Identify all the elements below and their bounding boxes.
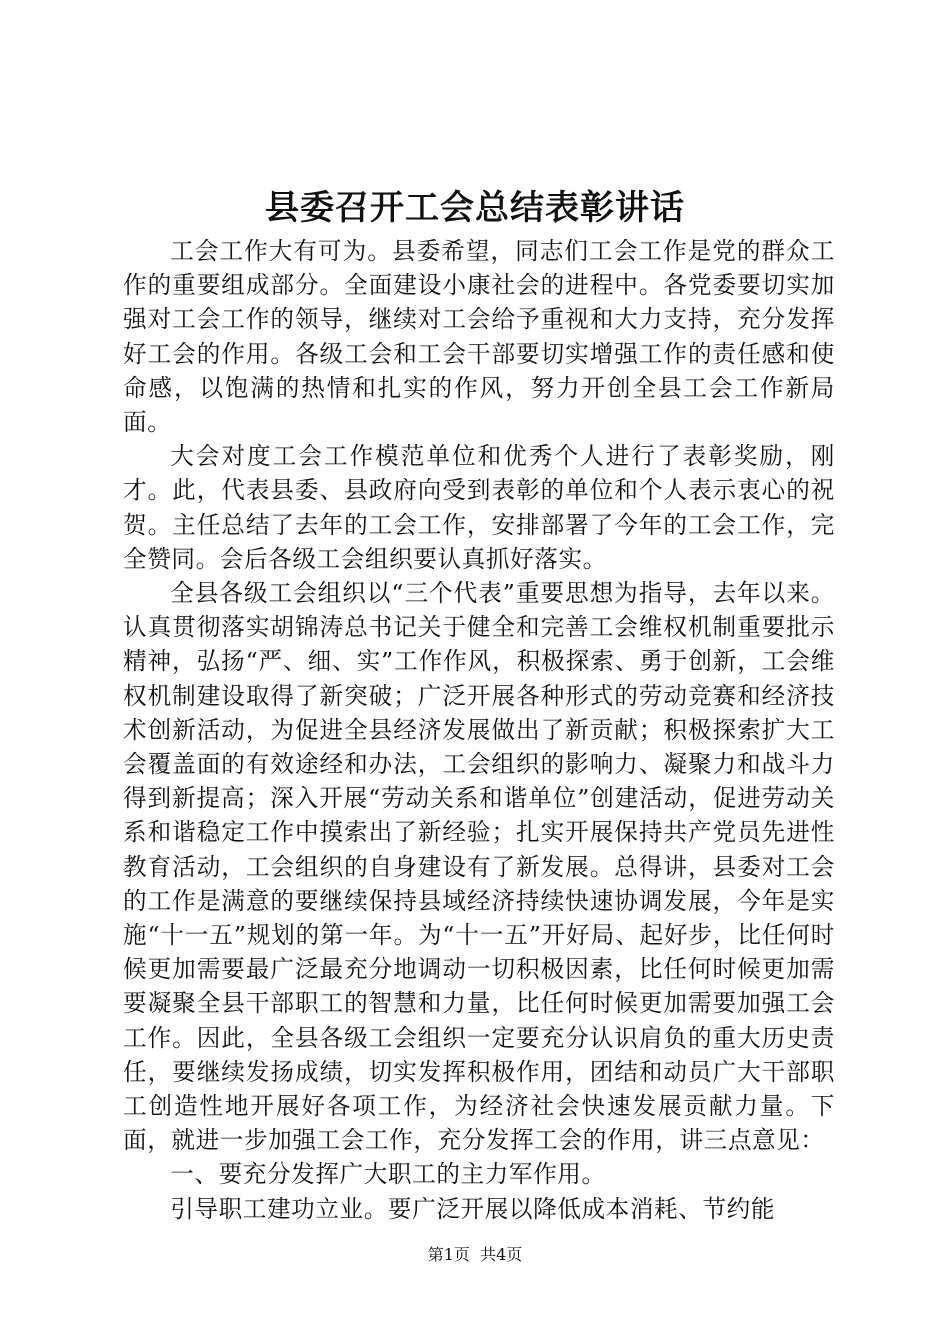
section-heading-1: 一、要充分发挥广大职工的主力军作用。 (170, 1160, 606, 1189)
document-title: 县委召开工会总结表彰讲话 (265, 188, 685, 228)
paragraph-4: 引导职工建功立业。要广泛开展以降低成本消耗、节约能 (170, 1194, 776, 1223)
page-number: 第1页 (427, 1245, 470, 1264)
footer-spacer (470, 1245, 480, 1264)
document-body (123, 234, 835, 1226)
paragraph-2: 大会对度工会工作模范单位和优秀个人进行了表彰奖励，刚才。此，代表县委、县政府向受到表彰的单位和个人表示衷心的祝贺。主任总结了去年的工会工作，安排部署了今年的工会工作，完全赞同。会后各级工会组织要认真抓好落实。 (123, 442, 835, 573)
paragraph-1: 工会工作大有可为。县委希望，同志们工会工作是党的群众工作的重要组成部分。全面建设小康社会的进程中。各党委要切实加强对工会工作的领导，继续对工会给予重视和大力支持，充分发挥好工会的作用。各级工会和工会干部要切实增强工作的责任感和使命感，以饱满的热情和扎实的作风，努力开创全县工会工作新局面。 (123, 237, 835, 437)
page-footer (0, 1244, 950, 1266)
page-total: 共4页 (480, 1245, 523, 1264)
paragraph-3: 全县各级工会组织以“三个代表”重要思想为指导，去年以来。认真贯彻落实胡锦涛总书记关于健全和完善工会维权机制重要批示精神，弘扬“严、细、实”工作作风，积极探索、勇于创新，工会维权机制建设取得了新突破；广泛开展各种形式的劳动竞赛和经济技术创新活动，为促进全县经济发展做出了新贡献；积极探索扩大工会覆盖面的有效途经和办法，工会组织的影响力、凝聚力和战斗力得到新提高；深入开展“劳动关系和谐单位”创建活动，促进劳动关系和谐稳定工作中摸索出了新经验；扎实开展保持共产党员先进性教育活动，工会组织的自身建设有了新发展。总得讲，县委对工会的工作是满意的要继续保持县域经济持续快速协调发展，今年是实施“十一五”规划的第一年。为“十一五”开好局、起好步，比任何时候更加需要最广泛最充分地调动一切积极因素，比任何时候更加需要凝聚全县干部职工的智慧和力量，比任何时候更加需要加强工会工作。因此，全县各级工会组织一定要充分认识肩负的重大历史责任，要继续发扬成绩，切实发挥积极作用，团结和动员广大干部职工创造性地开展好各项工作，为经济社会快速发展贡献力量。下面，就进一步加强工会工作，充分发挥工会的作用，讲三点意见： (123, 579, 835, 1155)
